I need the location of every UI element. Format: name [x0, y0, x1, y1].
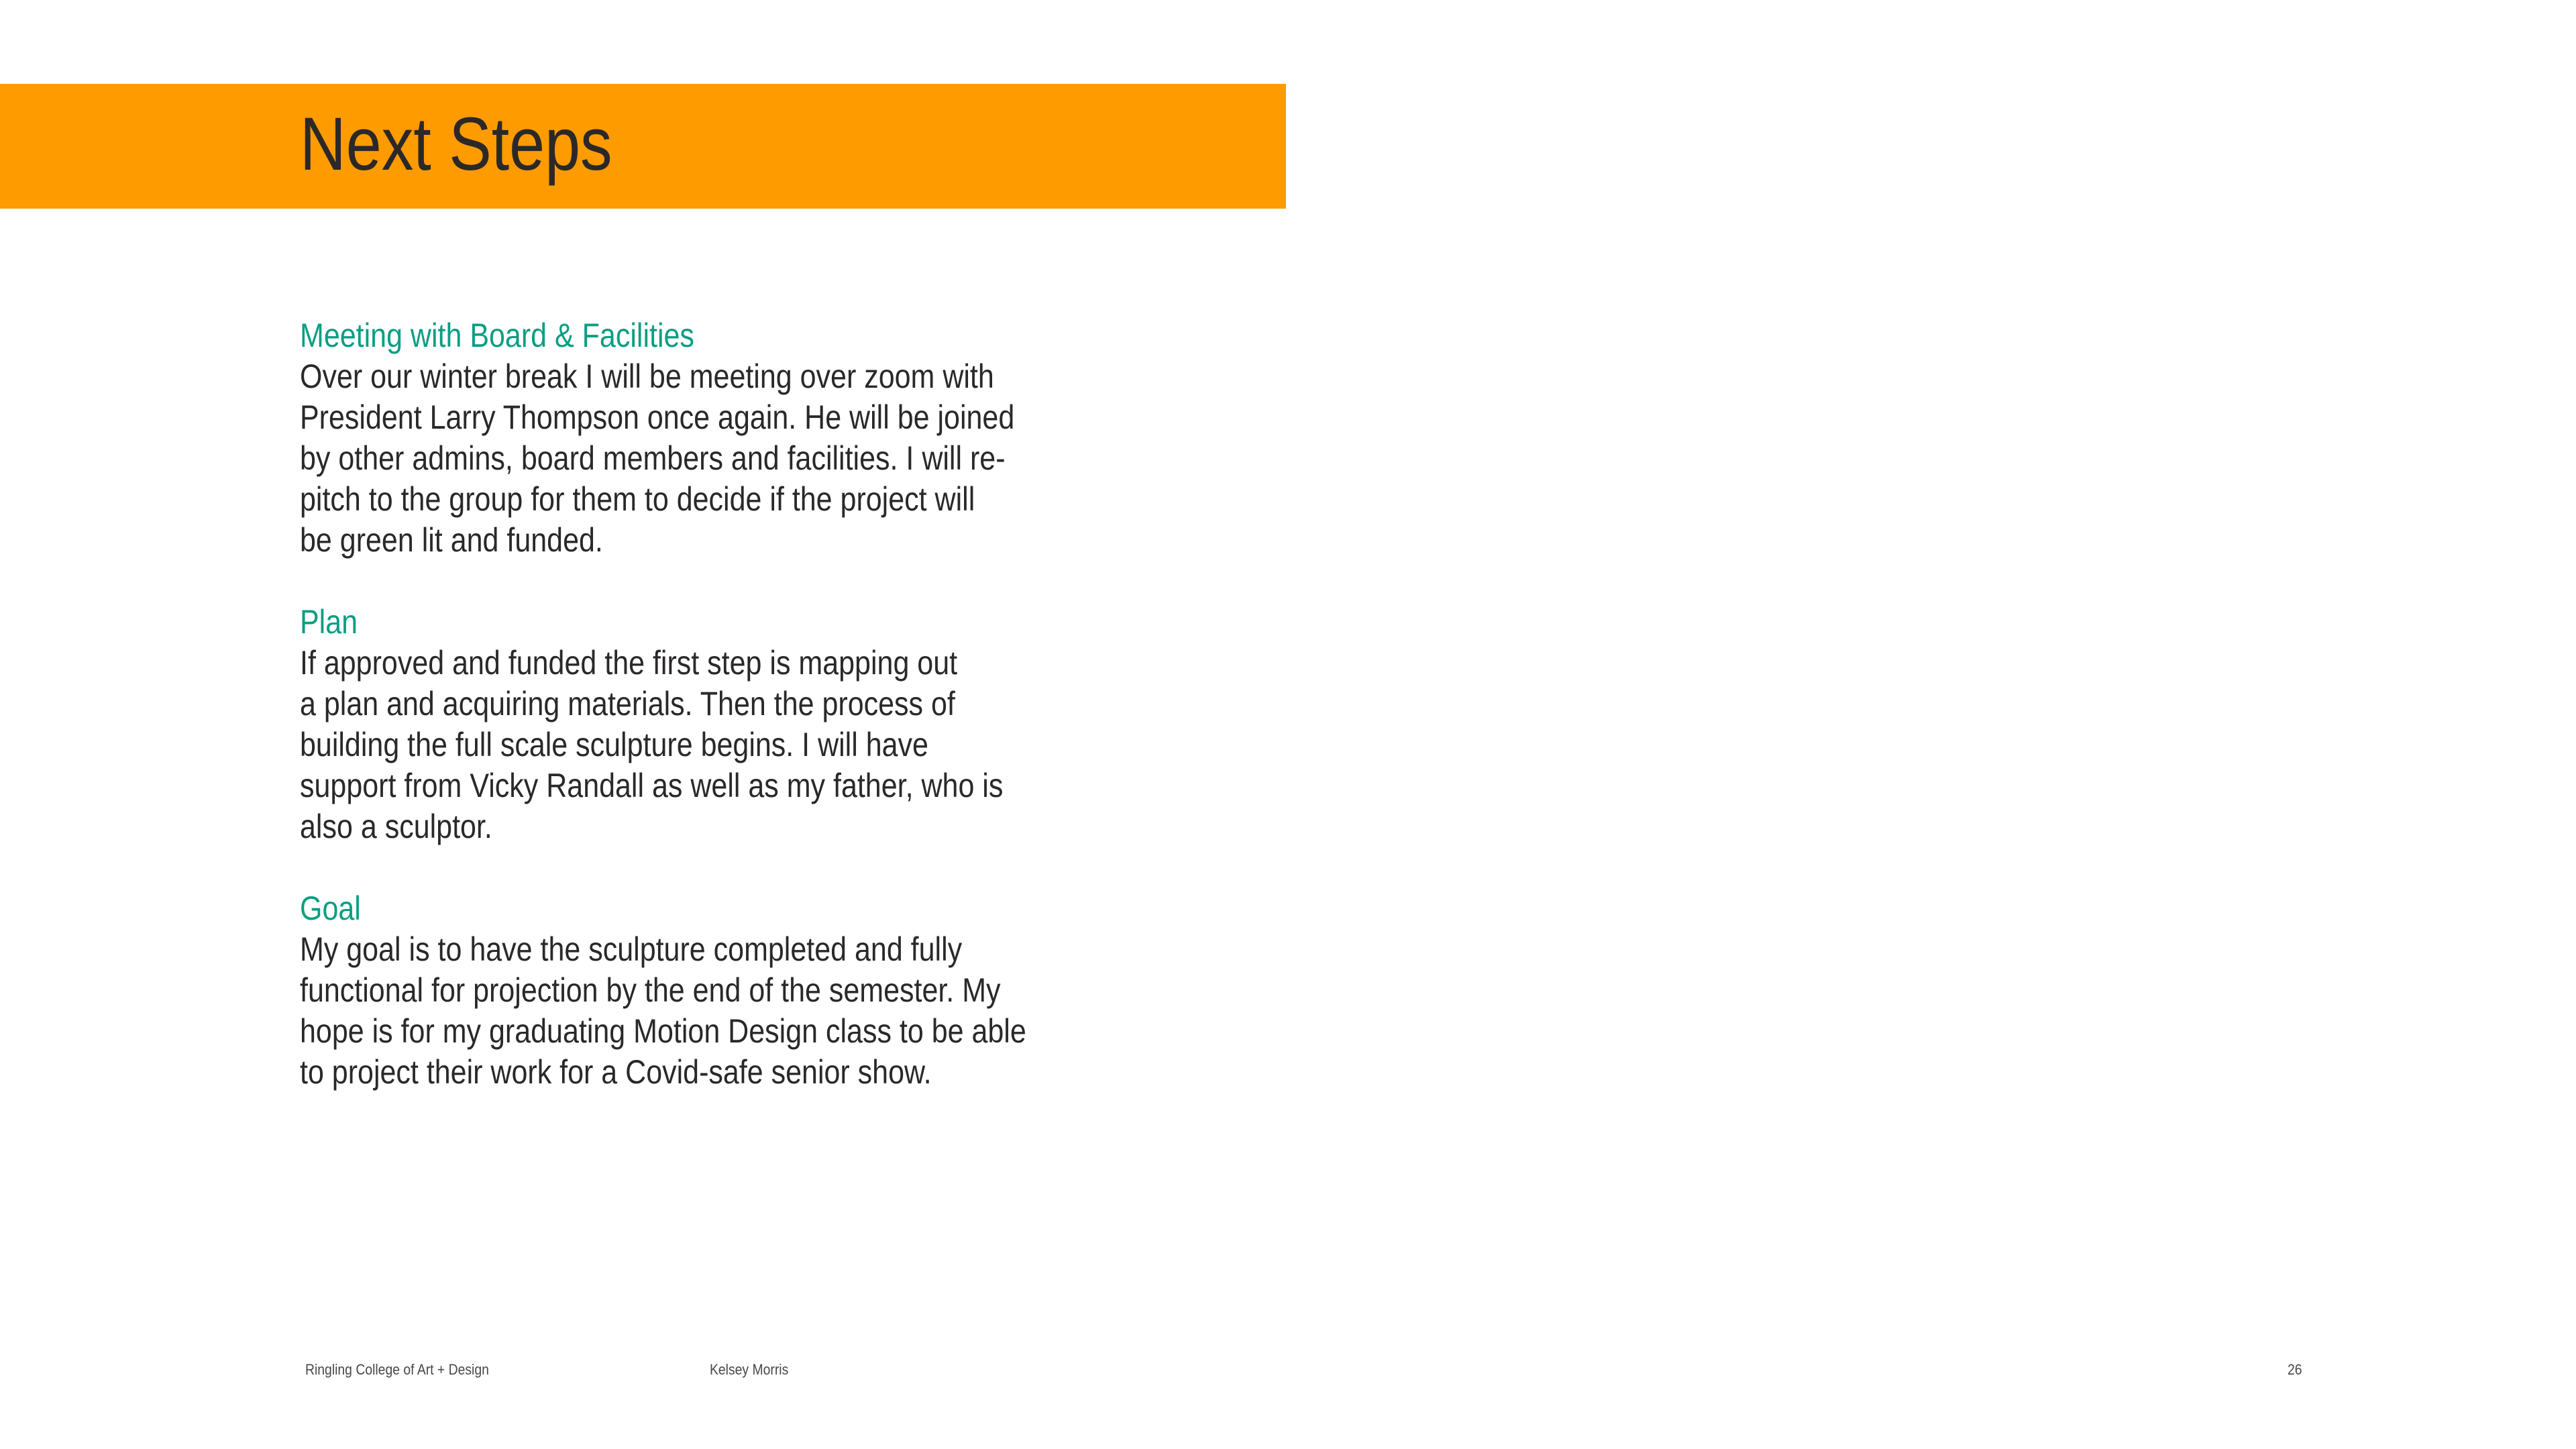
- body-line: building the full scale sculpture begins. I will have: [300, 726, 928, 763]
- title-banner: [0, 84, 1286, 209]
- body-line: be green lit and funded.: [300, 521, 603, 559]
- section-goal: [300, 888, 1239, 1093]
- body-line: If approved and funded the first step is mapping out: [300, 644, 958, 682]
- body-line: to project their work for a Covid-safe senior show.: [300, 1053, 932, 1091]
- body-line: Over our winter break I will be meeting over zoom with: [300, 358, 994, 395]
- body-line: functional for projection by the end of the semester. My: [300, 971, 1001, 1009]
- section-body: [300, 643, 1108, 847]
- footer-author: Kelsey Morris: [710, 1361, 789, 1378]
- body-line: pitch to the group for them to decide if the project will: [300, 480, 975, 518]
- body-line: hope is for my graduating Motion Design class to be able: [300, 1012, 1026, 1050]
- page-number: 26: [2288, 1361, 2302, 1378]
- body-line: My goal is to have the sculpture completed and fully: [300, 930, 963, 968]
- body-line: President Larry Thompson once again. He will be joined: [300, 398, 1015, 436]
- section-plan: [300, 602, 1239, 847]
- body-line: support from Vicky Randall as well as my father, who is: [300, 767, 1004, 804]
- section-heading: Meeting with Board & Facilities: [300, 317, 694, 354]
- section-meeting: [300, 315, 1239, 561]
- section-heading: Goal: [300, 890, 361, 927]
- body-line: a plan and acquiring materials. Then the process of: [300, 685, 955, 722]
- body-line: by other admins, board members and facilities. I will re-: [300, 439, 1006, 477]
- section-heading: Plan: [300, 603, 358, 641]
- body-line: also a sculptor.: [300, 808, 492, 845]
- page-title: Next Steps: [300, 102, 612, 186]
- section-body: [300, 356, 1108, 561]
- section-body: [300, 929, 1108, 1093]
- footer-college: Ringling College of Art + Design: [305, 1361, 489, 1378]
- main-content: [300, 315, 1239, 1134]
